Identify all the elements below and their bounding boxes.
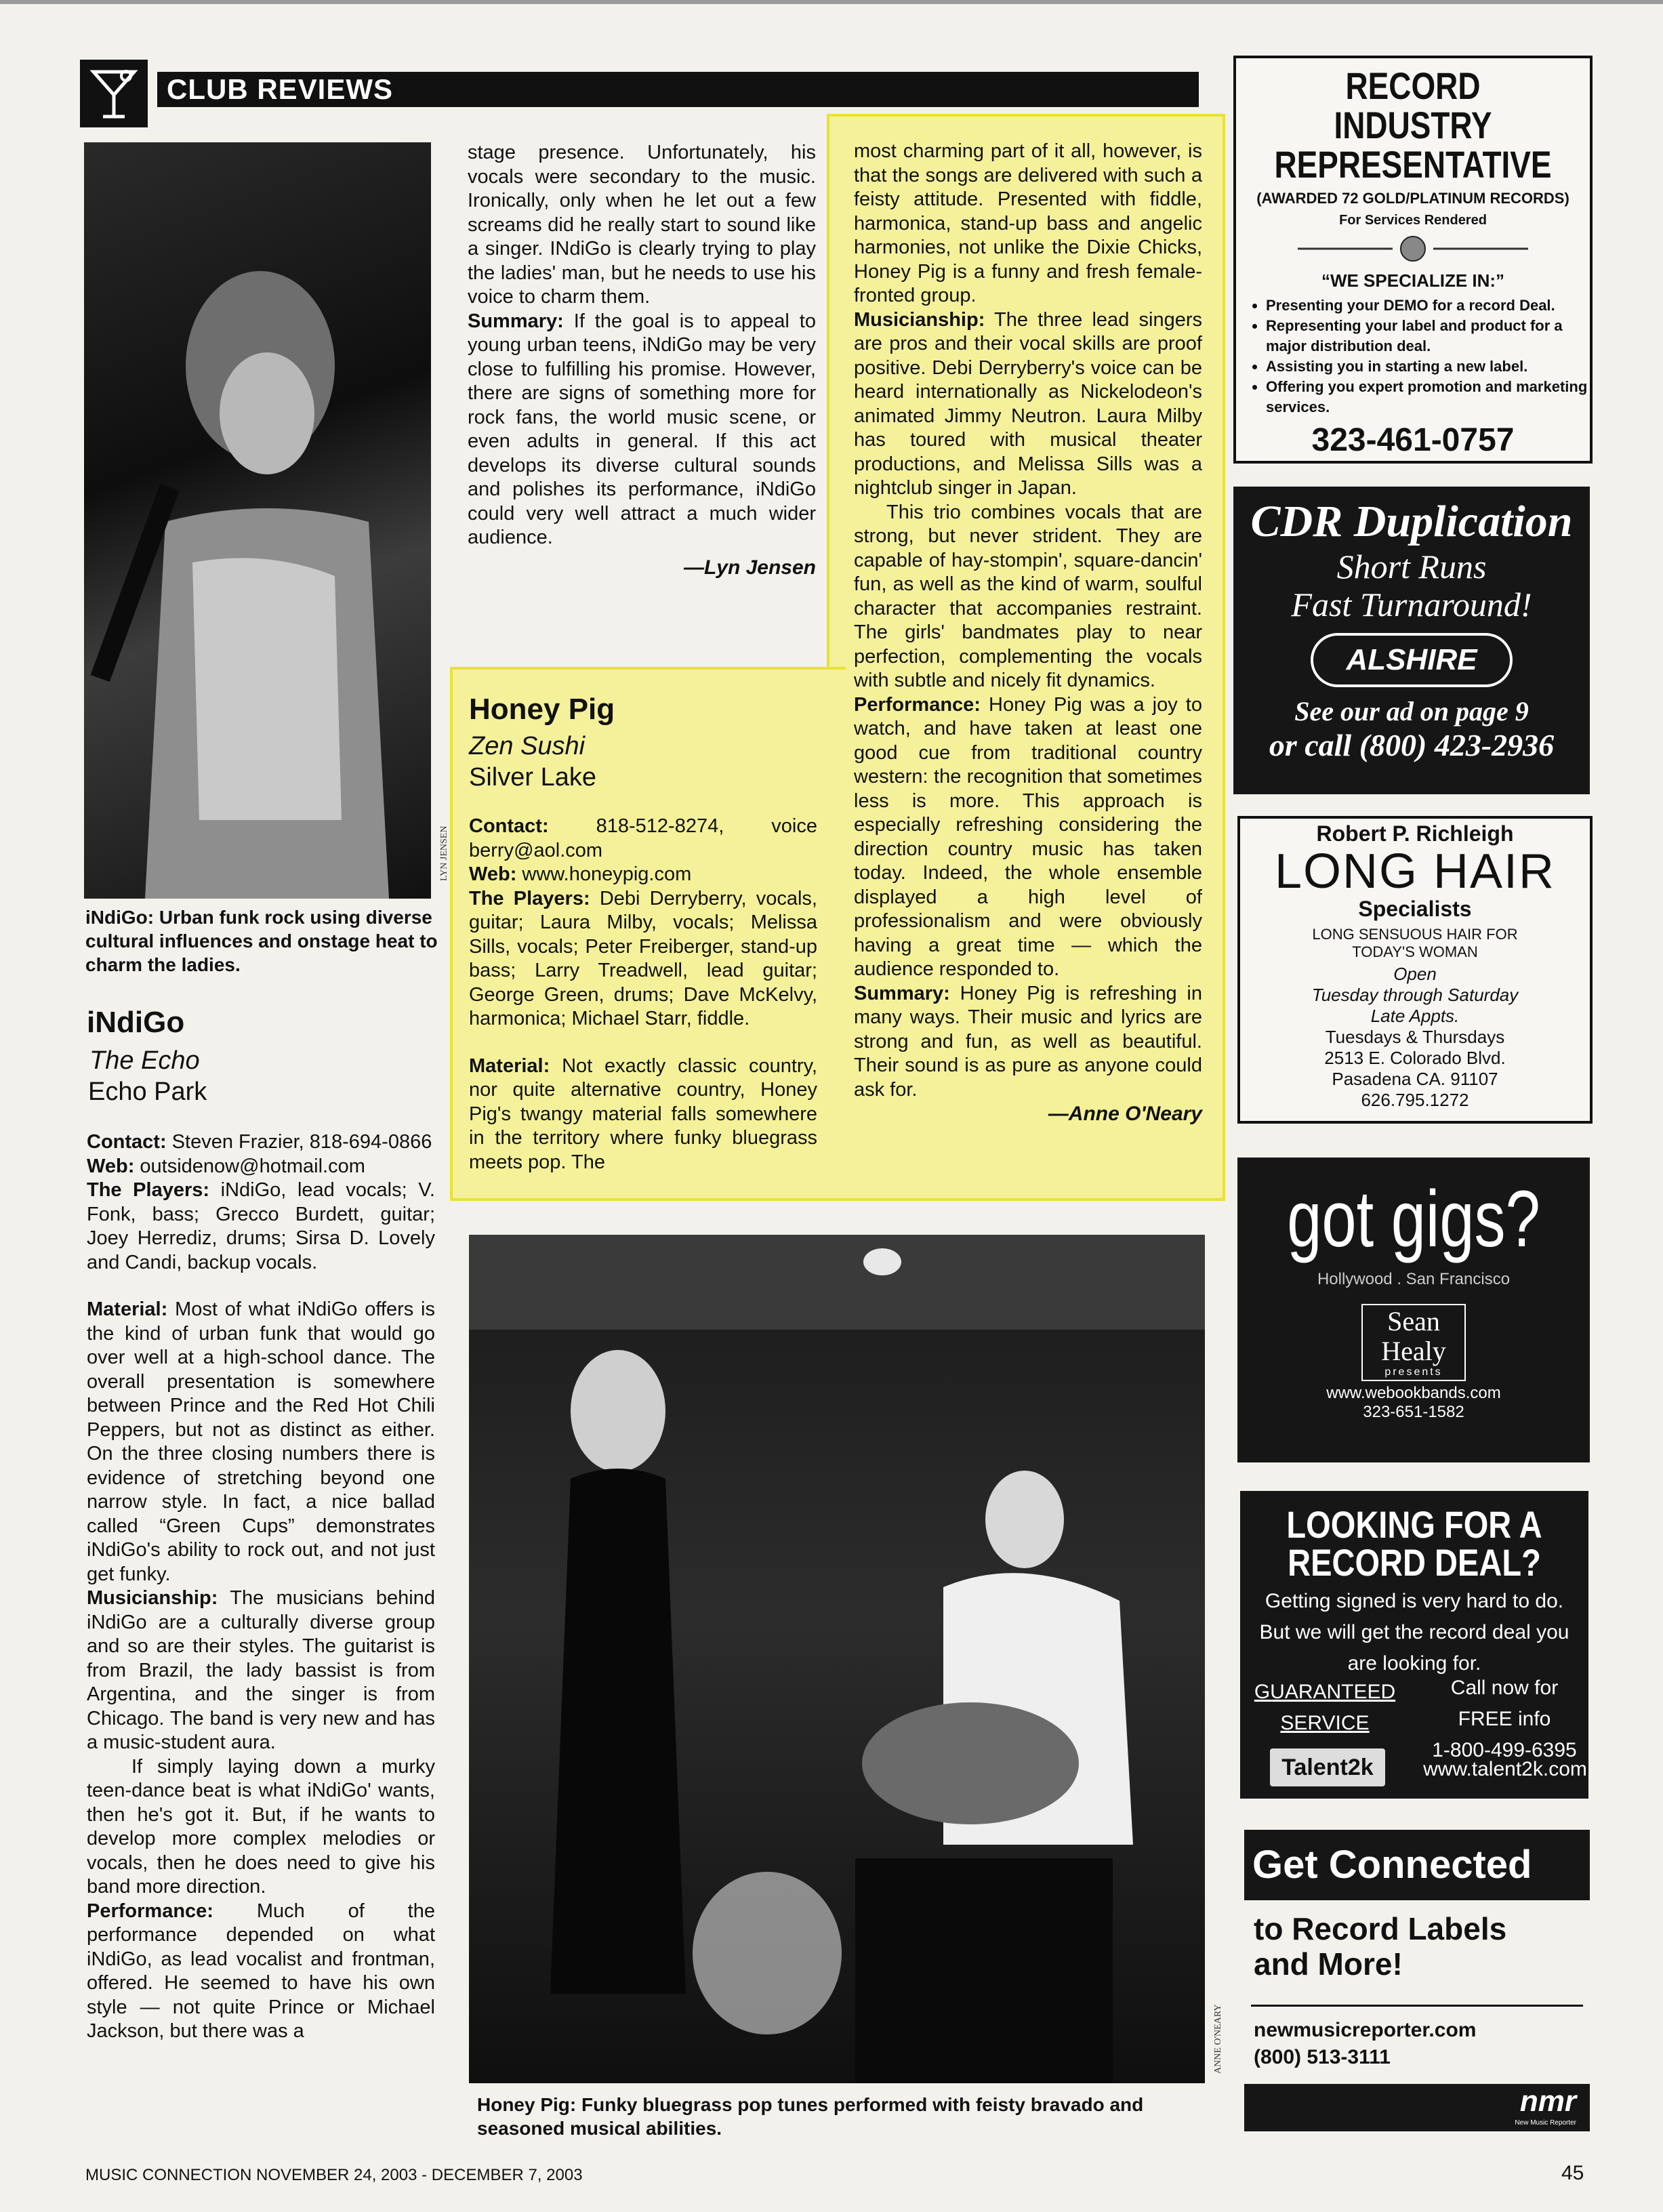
web-address: www.honeypig.com (516, 863, 692, 885)
ad-note: For Services Rendered (1339, 213, 1487, 228)
band-name: iNdiGo (87, 1006, 185, 1039)
martini-glass-icon (80, 60, 148, 127)
ad-title: REPRESENTATIVE (1274, 143, 1552, 186)
honeypig-review-text (469, 815, 817, 1174)
ad-heading: “WE SPECIALIZE IN:” (1321, 270, 1505, 291)
ad-phone[interactable]: 323-461-0757 (1311, 422, 1515, 458)
list-item: • Assisting you in starting a new label. (1266, 356, 1590, 377)
ad-title: CDR Duplication (1250, 497, 1573, 546)
ad-line: Tuesdays & Thursdays (1325, 1027, 1505, 1047)
ad-long-hair[interactable] (1237, 816, 1593, 1124)
ad-phone[interactable]: or call (800) 423-2936 (1269, 728, 1555, 762)
label: Contact: (87, 1131, 167, 1153)
footer-publication: MUSIC CONNECTION NOVEMBER 24, 2003 - DECEMBER 7, 2003 (85, 2166, 583, 2184)
ad-got-gigs[interactable] (1237, 1158, 1590, 1462)
ad-line: SERVICE (1280, 1712, 1370, 1734)
ad-line: Fast Turnaround! (1291, 586, 1532, 623)
material-text: most charming part of it all, however, is that the songs are delivered with such a feisty attitude. Presented with fiddle, harmonica, stand-up bass and angelic harmonies, not unlike the Dixie Chicks, Honey Pig is a funny and fresh female-fronted group. (854, 140, 1202, 306)
contact-info: Steven Frazier, 818-694-0866 (166, 1131, 432, 1153)
ad-line: and More! (1254, 1946, 1403, 1982)
list-item: • Presenting your DEMO for a record Deal. (1266, 295, 1590, 316)
ad-cdr-duplication[interactable] (1233, 487, 1590, 794)
contact-info: 818-512-8274, voice berry@aol.com (469, 815, 817, 861)
list-item: • Offering you expert promotion and marketing services. (1266, 377, 1590, 417)
ad-line: Tuesday through Saturday (1311, 985, 1519, 1005)
label: The Players: (469, 887, 590, 909)
seal-icon (1298, 235, 1528, 262)
ad-line: TODAY'S WOMAN (1352, 943, 1478, 960)
performance-text: Much of the performance depended on what iNdiGo, as lead vocalist and frontman, offered. He seemed to have his own style — not quite Prince or Michael Jackson, but there was a (87, 1900, 435, 2042)
indigo-photo (84, 142, 431, 899)
divider (1251, 2005, 1583, 2007)
label: Web: (469, 863, 517, 885)
label: Material: (469, 1054, 550, 1077)
label: Performance: (87, 1900, 213, 1922)
ad-phone[interactable]: 1-800-499-6395 (1432, 1739, 1577, 1761)
ad-line: FREE info (1458, 1708, 1551, 1730)
logo-sub: New Music Reporter (1515, 2119, 1576, 2127)
ad-address: 2513 E. Colorado Blvd. (1324, 1048, 1506, 1068)
venue-name: The Echo (89, 1046, 200, 1075)
web-address: outsidenow@hotmail.com (134, 1155, 365, 1177)
indigo-review-continued (468, 141, 816, 579)
ad-get-connected[interactable] (1244, 1830, 1590, 2132)
ad-line: Late Appts. (1370, 1006, 1460, 1026)
musicianship-text: The musicians behind iNdiGo are a culturally diverse group and so are their styles. The guitarist is from Brazil, the lady bassist is from Argentina, and the singer is from Chicago. The band is very new and has a music-student aura. (87, 1587, 435, 1753)
label: Summary: (468, 310, 564, 332)
summary-text: Honey Pig is refreshing in many ways. Their music and lyrics are strong and fun, as well as beautiful. Their sound is as pure as anyone could ask for. (854, 982, 1202, 1101)
talent2k-logo: Talent2k (1270, 1748, 1385, 1786)
ad-line: See our ad on page 9 (1294, 696, 1529, 726)
venue-name: Zen Sushi (469, 732, 586, 760)
ad-subtitle: (AWARDED 72 GOLD/PLATINUM RECORDS) (1256, 190, 1569, 207)
label: Material: (87, 1298, 168, 1320)
label: Musicianship: (87, 1587, 218, 1609)
performance-text: stage presence. Unfortunately, his vocals were secondary to the music. Ironically, only when he let out a few screams did he really start to sound like a singer. INdiGo is clearly trying to play the ladies' man, but he needs to use his voice to charm them. (468, 142, 816, 308)
label: Performance: (854, 693, 981, 716)
ad-phone[interactable]: (800) 513-3111 (1254, 2046, 1391, 2068)
ad-line: Short Runs (1336, 548, 1487, 586)
ad-cities: Hollywood . San Francisco (1317, 1270, 1511, 1288)
byline: —Lyn Jensen (683, 556, 816, 579)
list-item: • Representing your label and product for a major distribution deal. (1266, 316, 1590, 356)
ad-phone[interactable]: 626.795.1272 (1361, 1090, 1469, 1110)
label: The Players: (87, 1179, 210, 1201)
photo-credit: ANNE O'NEARY (1213, 2004, 1223, 2074)
summary-text: If the goal is to appeal to young urban teens, iNdiGo may be very close to fulfilling his promise. However, there are signs of something more for rock fans, the world music scene, or even adults in general. If this act develops its diverse cultural sounds and polishes its performance, iNdiGo could very well attract a much wider audience. (468, 310, 816, 548)
label: Web: (87, 1155, 135, 1177)
ad-line: are looking for. (1347, 1652, 1481, 1675)
section-title: CLUB REVIEWS (167, 73, 394, 105)
ad-web[interactable]: www.webookbands.com (1326, 1384, 1501, 1402)
label: Musicianship: (854, 308, 985, 331)
top-rule (0, 0, 1663, 4)
ad-title: got gigs? (1287, 1174, 1540, 1264)
photo-caption: iNdiGo: Urban funk rock using diverse cultural influences and onstage heat to charm the ladies. (85, 907, 438, 975)
material-text: Not exactly classic country, nor quite alternative country, Honey Pig's twangy material falls somewhere in the territory where funky bluegrass meets pop. The (469, 1054, 817, 1173)
logo-sub: presents (1384, 1366, 1443, 1378)
musicianship-text: If simply laying down a murky teen-dance beat is what iNdiGo' wants, then he's got it. But, if he wants to develop more complex melodies or vocals, then he does need to give his band more direction. (87, 1755, 435, 1898)
ad-line: But we will get the record deal you (1259, 1621, 1569, 1643)
ad-line: Open (1393, 964, 1437, 984)
byline: —Anne O'Neary (1048, 1103, 1202, 1125)
ad-title: LONG HAIR (1274, 844, 1556, 899)
players-list: Debi Derryberry, vocals, guitar; Laura Milby, vocals; Melissa Sills, vocals; Peter Freiberger, stand-up bass; Larry Treadwell, lead guitar; George Green, drums; Dave McKelvy, harmonica; Michael Starr, fiddle. (469, 887, 817, 1029)
label: Contact: (469, 815, 549, 837)
ad-line: GUARANTEED (1254, 1681, 1396, 1703)
ad-line: LONG SENSUOUS HAIR FOR (1312, 926, 1518, 943)
logo-text: Sean Healy (1381, 1306, 1446, 1366)
indigo-review-text (87, 1130, 435, 2044)
band-name: Honey Pig (469, 693, 615, 726)
guarantee-text (1254, 1677, 1396, 1739)
venue-area: Echo Park (88, 1078, 207, 1106)
ad-web[interactable]: newmusicreporter.com (1254, 2019, 1477, 2041)
material-text: Most of what iNdiGo offers is the kind of urban funk that would go over well at a high-school dance. The overall presentation is somewhere between Prince and the Red Hot Chili Peppers, but not as distinct as either. On the three closing numbers there is evidence of stretching beyond one narrow style. In fact, a nice ballad called “Green Cups” demonstrates iNdiGo's ability to rock out, and not just get funky. (87, 1298, 435, 1585)
venue-area: Silver Lake (469, 763, 596, 792)
ad-title: LOOKING FOR A (1286, 1503, 1542, 1546)
honeypig-photo (469, 1235, 1205, 2083)
ad-record-industry[interactable] (1233, 56, 1593, 464)
performance-text: Honey Pig was a joy to watch, and have taken at least one good cue from traditional country western: the recognition that sometimes less is more. This approach is especially refreshing considering the direction country music has taken today. Indeed, the whole ensemble displayed a high level of professionalism and were obviously having a great time — which the audience responded to. (854, 693, 1202, 980)
ad-web[interactable]: www.talent2k.com (1423, 1758, 1587, 1780)
sean-healy-logo (1361, 1304, 1466, 1381)
musicianship-text: This trio combines vocals that are strong, but never strident. They are capable of hay-stompin', square-dancin' fun, as well as the kind of warm, soulful character that accompanies restraint. The girls' bandmates play to near perfection, complementing the vocals with subtle and nicely fit dynamics. (854, 501, 1202, 691)
call-text (1430, 1673, 1579, 1766)
alshire-logo: ALSHIRE (1311, 633, 1513, 687)
ad-address: Pasadena CA. 91107 (1332, 1069, 1498, 1089)
players-list: iNdiGo, lead vocals; V. Fonk, bass; Grecco Burdett, guitar; Joey Herrediz, drums; Sirsa D. Lovely and Candi, backup vocals. (87, 1179, 435, 1273)
nmr-logo: nmr (1519, 2085, 1576, 2118)
ad-title: Get Connected (1244, 1830, 1590, 1900)
ad-looking-for-record-deal[interactable] (1240, 1491, 1588, 1799)
label: Summary: (854, 982, 950, 1004)
nmr-logo-bar (1244, 2084, 1590, 2131)
ad-name: Robert P. Richleigh (1316, 821, 1514, 846)
photo-credit: LYN JENSEN (439, 825, 449, 881)
page-number: 45 (1561, 2162, 1584, 2184)
ad-subtitle: Specialists (1358, 897, 1472, 921)
ad-line: Call now for (1450, 1677, 1559, 1699)
services-list (1236, 295, 1590, 417)
ad-phone[interactable]: 323-651-1582 (1363, 1403, 1464, 1421)
highlight-joint (827, 670, 847, 1193)
ad-line: to Record Labels (1254, 1911, 1507, 1946)
ad-title: RECORD INDUSTRY (1334, 64, 1492, 146)
honeypig-review-continued (854, 140, 1202, 1126)
ad-line: Getting signed is very hard to do. (1265, 1590, 1564, 1612)
musicianship-text: The three lead singers are pros and their vocal skills are proof positive. Debi Derryberry's voice can be heard internationally as Nickelodeon's animated Jimmy Neutron. Laura Milby has toured with musical theater productions, and Melissa Sills was a nightclub singer in Japan. (854, 308, 1202, 499)
ad-title: RECORD DEAL? (1288, 1541, 1541, 1584)
photo-caption: Honey Pig: Funky bluegrass pop tunes performed with feisty bravado and seasoned musical abilities. (477, 2094, 1144, 2139)
